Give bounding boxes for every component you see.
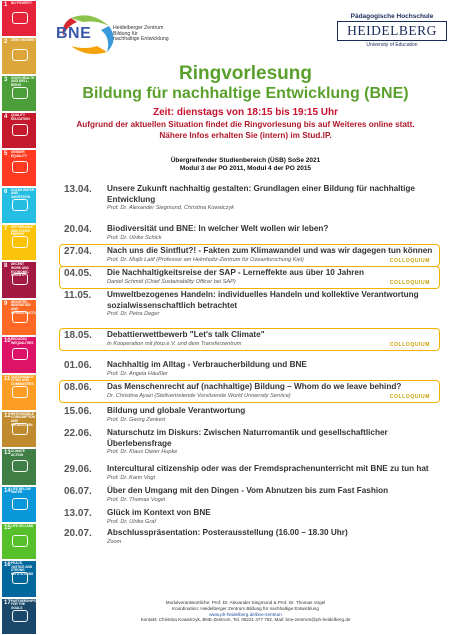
module-info-line: Übergreifender Studienbereich (ÜSB) SoSe 2021 [170,157,321,164]
schedule-row [64,290,436,318]
schedule-topic: Abschlusspräsentation: Posterausstellung (16.00 – 18.30 Uhr) [107,528,348,537]
sdg-number: 8 [4,263,8,270]
sdg-goal-icon [12,572,28,584]
sdg-number: 14 [4,487,11,494]
sdg-number: 7 [4,226,8,233]
sdg-tile [2,561,36,596]
sdg-tile [2,337,36,372]
schedule-topic: Debattierwettbewerb "Let's talk Climate" [107,330,265,339]
schedule-row [64,184,436,212]
bne-sub-line: nachhaltige Entwicklung [113,36,169,43]
sdg-label: PEACE, JUSTICE AND STRONG INSTITUTIONS [11,561,34,577]
schedule-topic: Über den Umgang mit den Dingen - Vom Abnutzen bis zum Fast Fashion [107,486,389,495]
schedule-row [64,406,436,424]
ph-logo-name: HEIDELBERG [337,21,447,41]
schedule-speaker: Prof. Dr. Ulrike Graf [107,518,156,525]
sdg-number: 1 [4,2,8,8]
schedule-date: 11.05. [64,290,92,301]
sdg-label: LIFE ON LAND [11,523,34,528]
schedule-row [64,246,436,264]
schedule-row [64,268,436,286]
footer-line: Koordination: Heidelberger Zentrum Bildung für nachhaltige Entwicklung [172,605,319,611]
sdg-sidebar [0,0,39,635]
schedule-row [64,528,436,546]
ph-logo-sub: University of Education [366,42,418,48]
sdg-number: 4 [4,114,8,121]
sdg-goal-icon [12,386,28,398]
sdg-goal-icon [12,498,28,510]
sdg-number: 15 [4,524,11,531]
schedule-row [64,464,436,482]
schedule-topic: Bildung und globale Verantwortung [107,406,246,415]
sdg-tile [2,262,36,297]
sdg-tile [2,375,36,410]
sdg-goal-icon [12,311,28,323]
schedule-speaker: Zoom [107,538,122,545]
colloquium-label: COLLOQUIUM [389,341,430,348]
sdg-tile [2,487,36,522]
schedule-row [64,486,436,504]
schedule-topic: Die Nachhaltigkeitsreise der SAP - Lerneffekte aus über 10 Jahren [107,268,364,277]
sdg-label: CLIMATE ACTION [11,449,25,457]
schedule-date: 08.06. [64,382,92,393]
sdg-label: GENDER EQUALITY [11,150,28,158]
schedule-speaker: Daniel Schmid (Chief Sustainability Officer bei SAP) [107,278,236,285]
schedule-speaker: Prof. Dr. Petra Deger [107,311,160,317]
schedule-date: 01.06. [64,360,92,371]
colloquium-highlight [59,380,440,403]
sdg-label: GOOD HEALTH AND WELL-BEING [11,75,35,87]
sdg-goal-icon [12,12,28,24]
colloquium-label: COLLOQUIUM [389,393,430,400]
schedule-topic: Intercultural citizenship oder was der Fremdsprachenunterricht mit BNE zu tun hat [107,464,429,473]
schedule-date: 13.07. [64,508,92,519]
sdg-label: REDUCED INEQUALITIES [11,337,34,345]
sdg-goal-icon [12,610,28,622]
sdg-tile [2,599,36,634]
sdg-goal-icon [12,236,28,248]
sdg-tile [2,412,36,447]
schedule-topic: Nachhaltig im Alltag - Verbraucherbildung und BNE [107,360,307,369]
sdg-goal-icon [12,161,28,173]
sdg-label: DECENT WORK AND ECONOMIC GROWTH [11,262,29,278]
sdg-goal-icon [12,460,28,472]
sdg-goal-icon [12,348,28,360]
time-info: Zeit: dienstags von 18:15 bis 19:15 Uhr [152,107,339,118]
bne-logo-text: BNE [56,25,92,42]
sdg-number: 2 [4,39,8,46]
footer [40,600,451,623]
page-title: Ringvorlesung [178,63,312,84]
sdg-tile [2,76,36,111]
schedule-speaker: Prof. Dr. Ulrike Schick [107,234,162,241]
schedule-topic: Nach uns die Sintflut?! - Fakten zum Klimawandel und was wir dagegen tun können [107,246,433,255]
bne-sub-line: Bildung für [113,30,138,37]
schedule-topic: Glück im Kontext von BNE [107,508,211,517]
schedule-date: 20.04. [64,224,92,235]
sdg-goal-icon [12,423,28,435]
colloquium-highlight [59,266,440,289]
colloquium-highlight [59,244,440,267]
sdg-goal-icon [12,124,28,136]
sdg-tile [2,150,36,185]
ph-heidelberg-logo [337,13,447,51]
schedule-row [64,360,436,378]
sdg-label: QUALITY EDUCATION [11,113,30,121]
schedule-date: 06.07. [64,486,92,497]
schedule-date: 27.04. [64,246,92,257]
sdg-number: 16 [4,562,11,569]
sdg-tile [2,188,36,223]
sdg-goal-icon [12,273,28,285]
schedule-speaker: Prof. Dr. Klaus Dieter Hupke [107,449,178,455]
sdg-number: 11 [4,375,11,382]
sdg-goal-icon [12,49,28,61]
schedule-speaker: Prof. Dr. Georg Zenkert [107,416,166,423]
sdg-tile [2,113,36,148]
schedule-topic: Umweltbezogenes Handeln: individuelles Handeln und kollektive Verantwortung sozialwissenschaftlich betrachtet [107,290,419,310]
schedule-speaker: Prof. Dr. Karin Vogt [107,474,156,481]
schedule-speaker: Dr. Christina Ayazi (Stellvertretende Vorsitzende World University Service) [107,392,291,399]
module-info [40,157,451,173]
colloquium-label: COLLOQUIUM [389,257,430,264]
sdg-number: 13 [4,450,11,457]
sdg-number: 3 [4,76,8,83]
sdg-number: 10 [4,338,11,345]
bne-logo-subtitle [113,26,169,43]
sdg-label: CLEAN WATER AND SANITATION [11,187,35,199]
sdg-number: 9 [4,300,8,307]
sdg-goal-icon [12,535,28,547]
schedule-speaker: In Kooperation mit jforp.e.V. und dem Transferzentrum [107,340,242,347]
schedule-topic: Biodiversität und BNE: In welcher Welt wollen wir leben? [107,224,329,233]
sdg-tile [2,225,36,260]
sdg-number: 17 [4,599,11,606]
sdg-label: NO POVERTY [11,1,32,5]
schedule-date: 15.06. [64,406,92,417]
sdg-label: ZERO HUNGER [11,38,35,43]
sdg-tile [2,38,36,73]
schedule-row [64,224,436,242]
sdg-tile [2,1,36,36]
schedule-speaker: Prof. Dr. Thomas Vogel [107,496,166,503]
sdg-label: PARTNERSHIPS FOR THE GOALS [11,598,36,610]
colloquium-highlight [59,328,440,351]
sdg-number: 6 [4,188,8,195]
footer-line: Modulverantwortliche: Prof. Dr. Alexander Siegmund & Prof. Dr. Thomas Vogel [165,600,326,605]
studip-notice: Nähere Infos erhalten Sie (intern) im Stud.IP. [159,131,332,140]
schedule-date: 18.05. [64,330,92,341]
schedule-date: 04.05. [64,268,92,279]
ph-logo-top: Pädagogische Hochschule [350,13,434,20]
sdg-number: 12 [4,412,11,419]
schedule-speaker: Prof. Dr. Alexander Siegmund, Christina Kowalczyk [107,205,235,211]
footer-link[interactable]: www.ph-heidelberg.de/bne-zentrum [209,611,282,617]
footer-line: Kontakt: Christina Kowalczyk, BNE-Zentrum, Tel. 06221 477 782, Mail: bne-zentrum@ph-heidelberg.de [140,617,351,623]
schedule-row [64,330,436,348]
sdg-goal-icon [12,199,28,211]
module-info-line: Modul 3 der PO 2011, Modul 4 der PO 2015 [179,165,312,172]
online-notice: Aufgrund der aktuellen Situation findet die Ringvorlesung bis auf Weiteres online statt. [76,120,415,129]
sdg-label: LIFE BELOW WATER [11,486,31,495]
schedule-topic: Das Menschenrecht auf (nachhaltige) Bildung – Whom do we leave behind? [107,382,402,391]
sdg-tile [2,299,41,335]
schedule-date: 22.06. [64,428,92,439]
schedule-speaker: Prof. Dr. Angela Häußler [107,370,168,377]
schedule-row [64,428,436,456]
schedule-speaker: Prof. Dr. Mojib Latif (Professor am Helmholtz-Zentrum für Ozeanforschung Kiel) [107,256,304,263]
colloquium-label: COLLOQUIUM [389,279,430,286]
schedule-date: 29.06. [64,464,92,475]
schedule-date: 20.07. [64,528,92,539]
schedule-topic: Unsere Zukunft nachhaltig gestalten: Grundlagen einer Bildung für nachhaltige Entwicklung [107,184,415,204]
sdg-label: INDUSTRY, INNOVATION AND INFRASTRUCTURE [11,299,41,315]
sdg-label: AFFORDABLE AND CLEAN ENERGY [11,225,33,237]
bne-sub-line: Heidelberger Zentrum [113,25,164,31]
sdg-tile [2,449,36,484]
schedule-row [64,382,436,400]
sdg-tile [2,524,36,559]
schedule-date: 13.04. [64,184,92,195]
sdg-number: 5 [4,151,8,158]
page-subtitle: Bildung für nachhaltige Entwicklung (BNE) [82,85,409,102]
sdg-label: SUSTAINABLE CITIES AND COMMUNITIES [11,374,34,386]
schedule-topic: Naturschutz im Diskurs: Zwischen Naturromantik und gesellschaftlicher Überlebensfrage [107,428,388,448]
schedule-row [64,508,436,526]
sdg-label: RESPONSIBLE CONSUMPTION AND PRODUCTION [11,411,35,427]
sdg-goal-icon [12,87,28,99]
